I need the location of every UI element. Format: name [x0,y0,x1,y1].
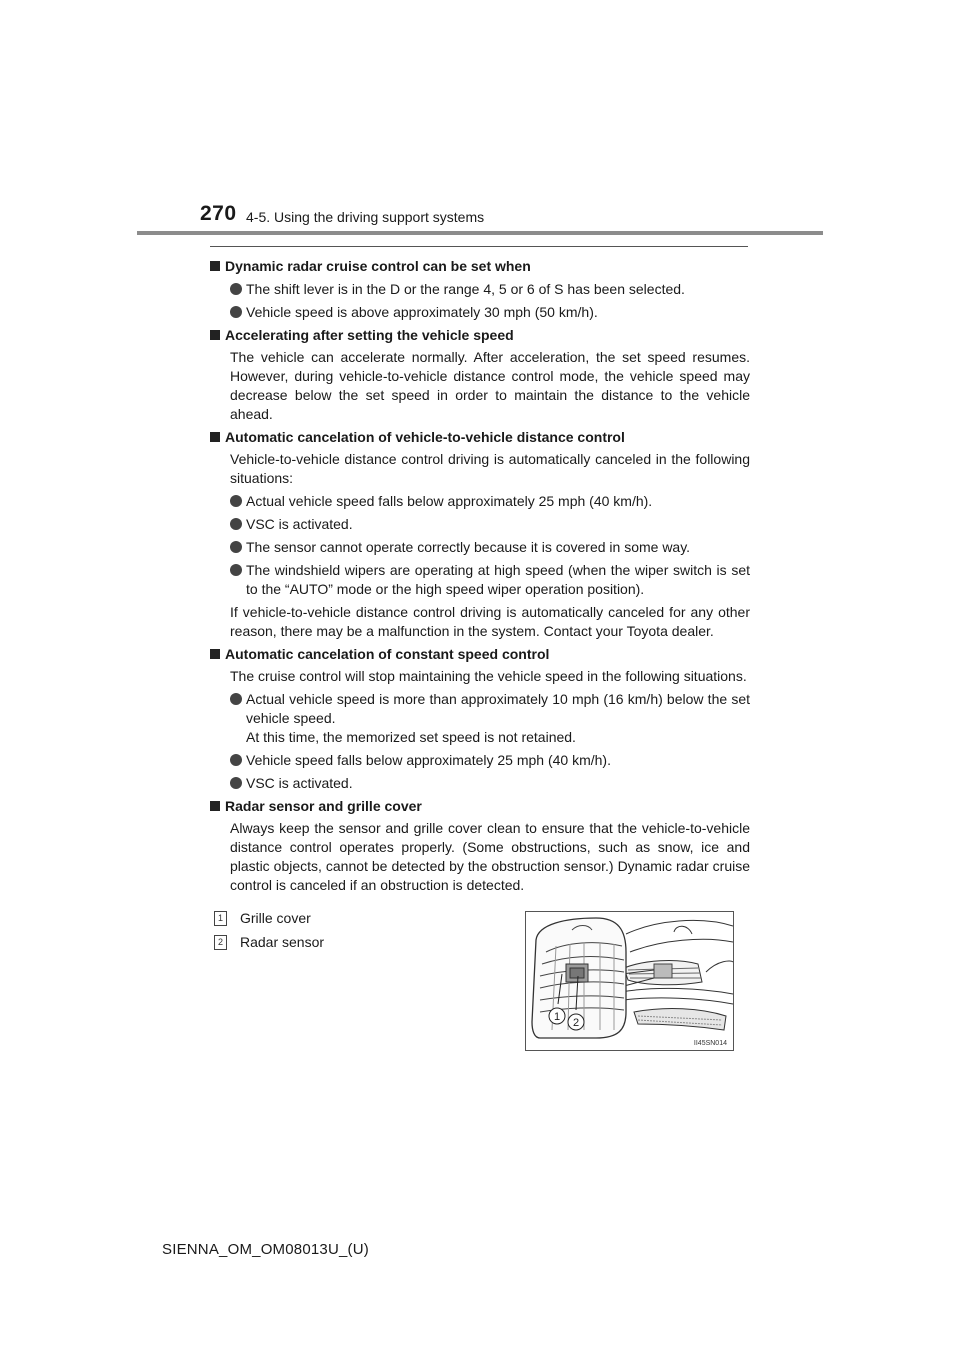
list-item: Vehicle speed falls below approximately 25 mph (40 km/h). [210,751,750,770]
square-bullet-icon [210,432,220,442]
round-bullet-icon [230,495,242,507]
list-item: The sensor cannot operate correctly because it is covered in some way. [210,538,750,557]
list-item: VSC is activated. [210,774,750,793]
callout-number: 1 [214,911,227,926]
callout-2 [568,1014,584,1030]
vehicle-front [621,920,733,1030]
callout-2-label: 2 [572,1017,580,1029]
section-heading: Dynamic radar cruise control can be set when [210,257,750,276]
section-accelerating [210,326,750,424]
section-heading: Accelerating after setting the vehicle speed [210,326,750,345]
round-bullet-icon [230,306,242,318]
callout-1 [549,1008,565,1024]
list-item: Actual vehicle speed is more than approximately 10 mph (16 km/h) below the set vehicle speed. At this time, the memorized set speed is not retained. [210,690,750,747]
legend-label: Radar sensor [240,934,325,950]
list-item: The windshield wipers are operating at high speed (when the wiper switch is set to the “AUTO” mode or the high speed wiper operation position). [210,561,750,599]
legend-label: Grille cover [240,910,311,926]
square-bullet-icon [210,801,220,811]
paragraph: The cruise control will stop maintaining the vehicle speed in the following situations. [230,668,747,684]
paragraph: Vehicle-to-vehicle distance control driving is automatically canceled in the following situations: [230,451,750,486]
list-item: Actual vehicle speed falls below approximately 25 mph (40 km/h). [210,492,750,511]
page-number: 270 [200,202,237,225]
callout-1-label: 1 [553,1011,561,1023]
section-set-conditions [210,257,750,322]
round-bullet-icon [230,693,242,705]
round-bullet-icon [230,777,242,789]
section-radar-sensor [210,797,750,895]
paragraph: The vehicle can accelerate normally. After acceleration, the set speed resumes. However, during vehicle-to-vehicle distance control mode, the vehicle speed may decrease below the set speed in order to maintain the distance to the vehicle ahead. [230,349,750,422]
figure-code: II45SN014 [693,1040,727,1047]
divider [210,246,748,247]
section-heading: Radar sensor and grille cover [210,797,750,816]
section-heading: Automatic cancelation of constant speed control [210,645,750,664]
paragraph: If vehicle-to-vehicle distance control driving is automatically canceled for any other reason, there may be a malfunction in the system. Contact your Toyota dealer. [230,604,750,639]
vehicle-front-drawing [526,912,733,1050]
section-title: 4-5. Using the driving support systems [246,209,485,225]
round-bullet-icon [230,518,242,530]
list-item: VSC is activated. [210,515,750,534]
radar-sensor-illustration [525,911,734,1051]
list-item: Vehicle speed is above approximately 30 mph (50 km/h). [210,303,750,322]
document-code: SIENNA_OM_OM08013U_(U) [162,1241,369,1258]
section-distance-control-cancel [210,428,750,641]
paragraph: Always keep the sensor and grille cover clean to ensure that the vehicle-to-vehicle distance control operates properly. (Some obstructions, such as snow, ice and plastic objects, cannot be detected by the obstruction sensor.) Dynamic radar cruise control is canceled if an obstruction is detected. [230,820,750,893]
round-bullet-icon [230,754,242,766]
list-item: The shift lever is in the D or the range 4, 5 or 6 of S has been selected. [210,280,750,299]
square-bullet-icon [210,330,220,340]
bullet-note: At this time, the memorized set speed is not retained. [246,729,576,745]
square-bullet-icon [210,261,220,271]
section-constant-speed-cancel [210,645,750,793]
round-bullet-icon [230,283,242,295]
callout-number: 2 [214,935,227,950]
section-heading: Automatic cancelation of vehicle-to-vehicle distance control [210,428,750,447]
square-bullet-icon [210,649,220,659]
page-content [210,254,750,895]
header-rule [137,231,823,235]
round-bullet-icon [230,541,242,553]
round-bullet-icon [230,564,242,576]
